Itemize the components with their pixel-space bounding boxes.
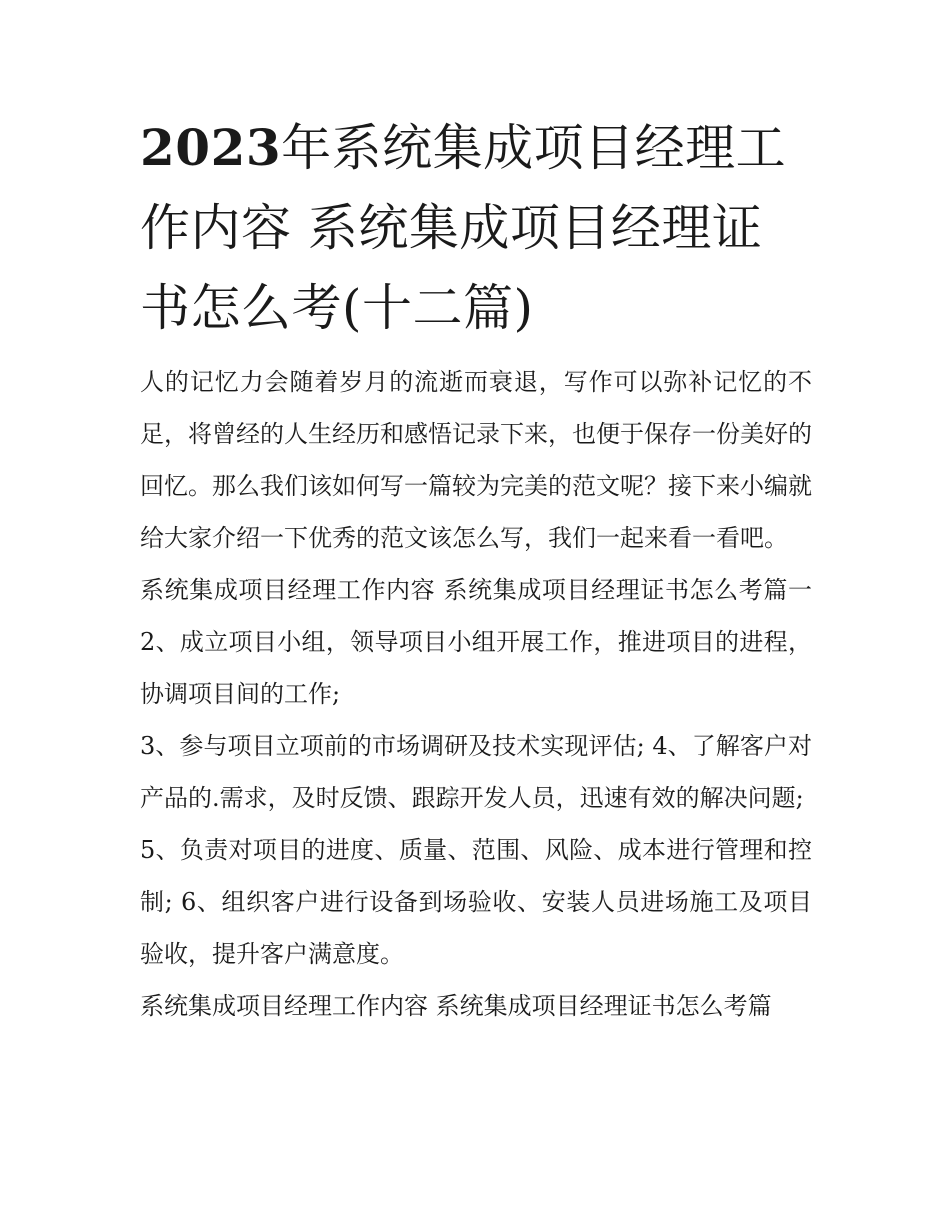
section-two-heading-paragraph: 系统集成项目经理工作内容 系统集成项目经理证书怎么考篇 bbox=[140, 992, 772, 1020]
title-text: 年系统集成项目经理工作内容 系统集成项目经理证书怎么考(十二篇) bbox=[140, 119, 787, 337]
document-title bbox=[140, 108, 812, 348]
document-page bbox=[140, 108, 812, 1032]
title-year: 2023 bbox=[140, 118, 282, 177]
section-one-paragraph: 系统集成项目经理工作内容 系统集成项目经理证书怎么考篇一 2、成立项目小组，领导项目小组开展工作，推进项目的进程，协调项目间的工作; bbox=[140, 576, 812, 708]
intro-paragraph: 人的记忆力会随着岁月的流逝而衰退，写作可以弥补记忆的不足，将曾经的人生经历和感悟记录下来，也便于保存一份美好的回忆。那么我们该如何写一篇较为完美的范文呢？接下来小编就给大家介绍一下优秀的范文该怎么写，我们一起来看一看吧。 bbox=[140, 368, 812, 552]
duties-paragraph-3-4: 3、参与项目立项前的市场调研及技术实现评估; 4、了解客户对产品的.需求，及时反馈、跟踪开发人员，迅速有效的解决问题; bbox=[140, 732, 812, 812]
duties-paragraph-5-6: 5、负责对项目的进度、质量、范围、风险、成本进行管理和控制; 6、组织客户进行设备到场验收、安装人员进场施工及项目验收，提升客户满意度。 bbox=[140, 836, 812, 968]
